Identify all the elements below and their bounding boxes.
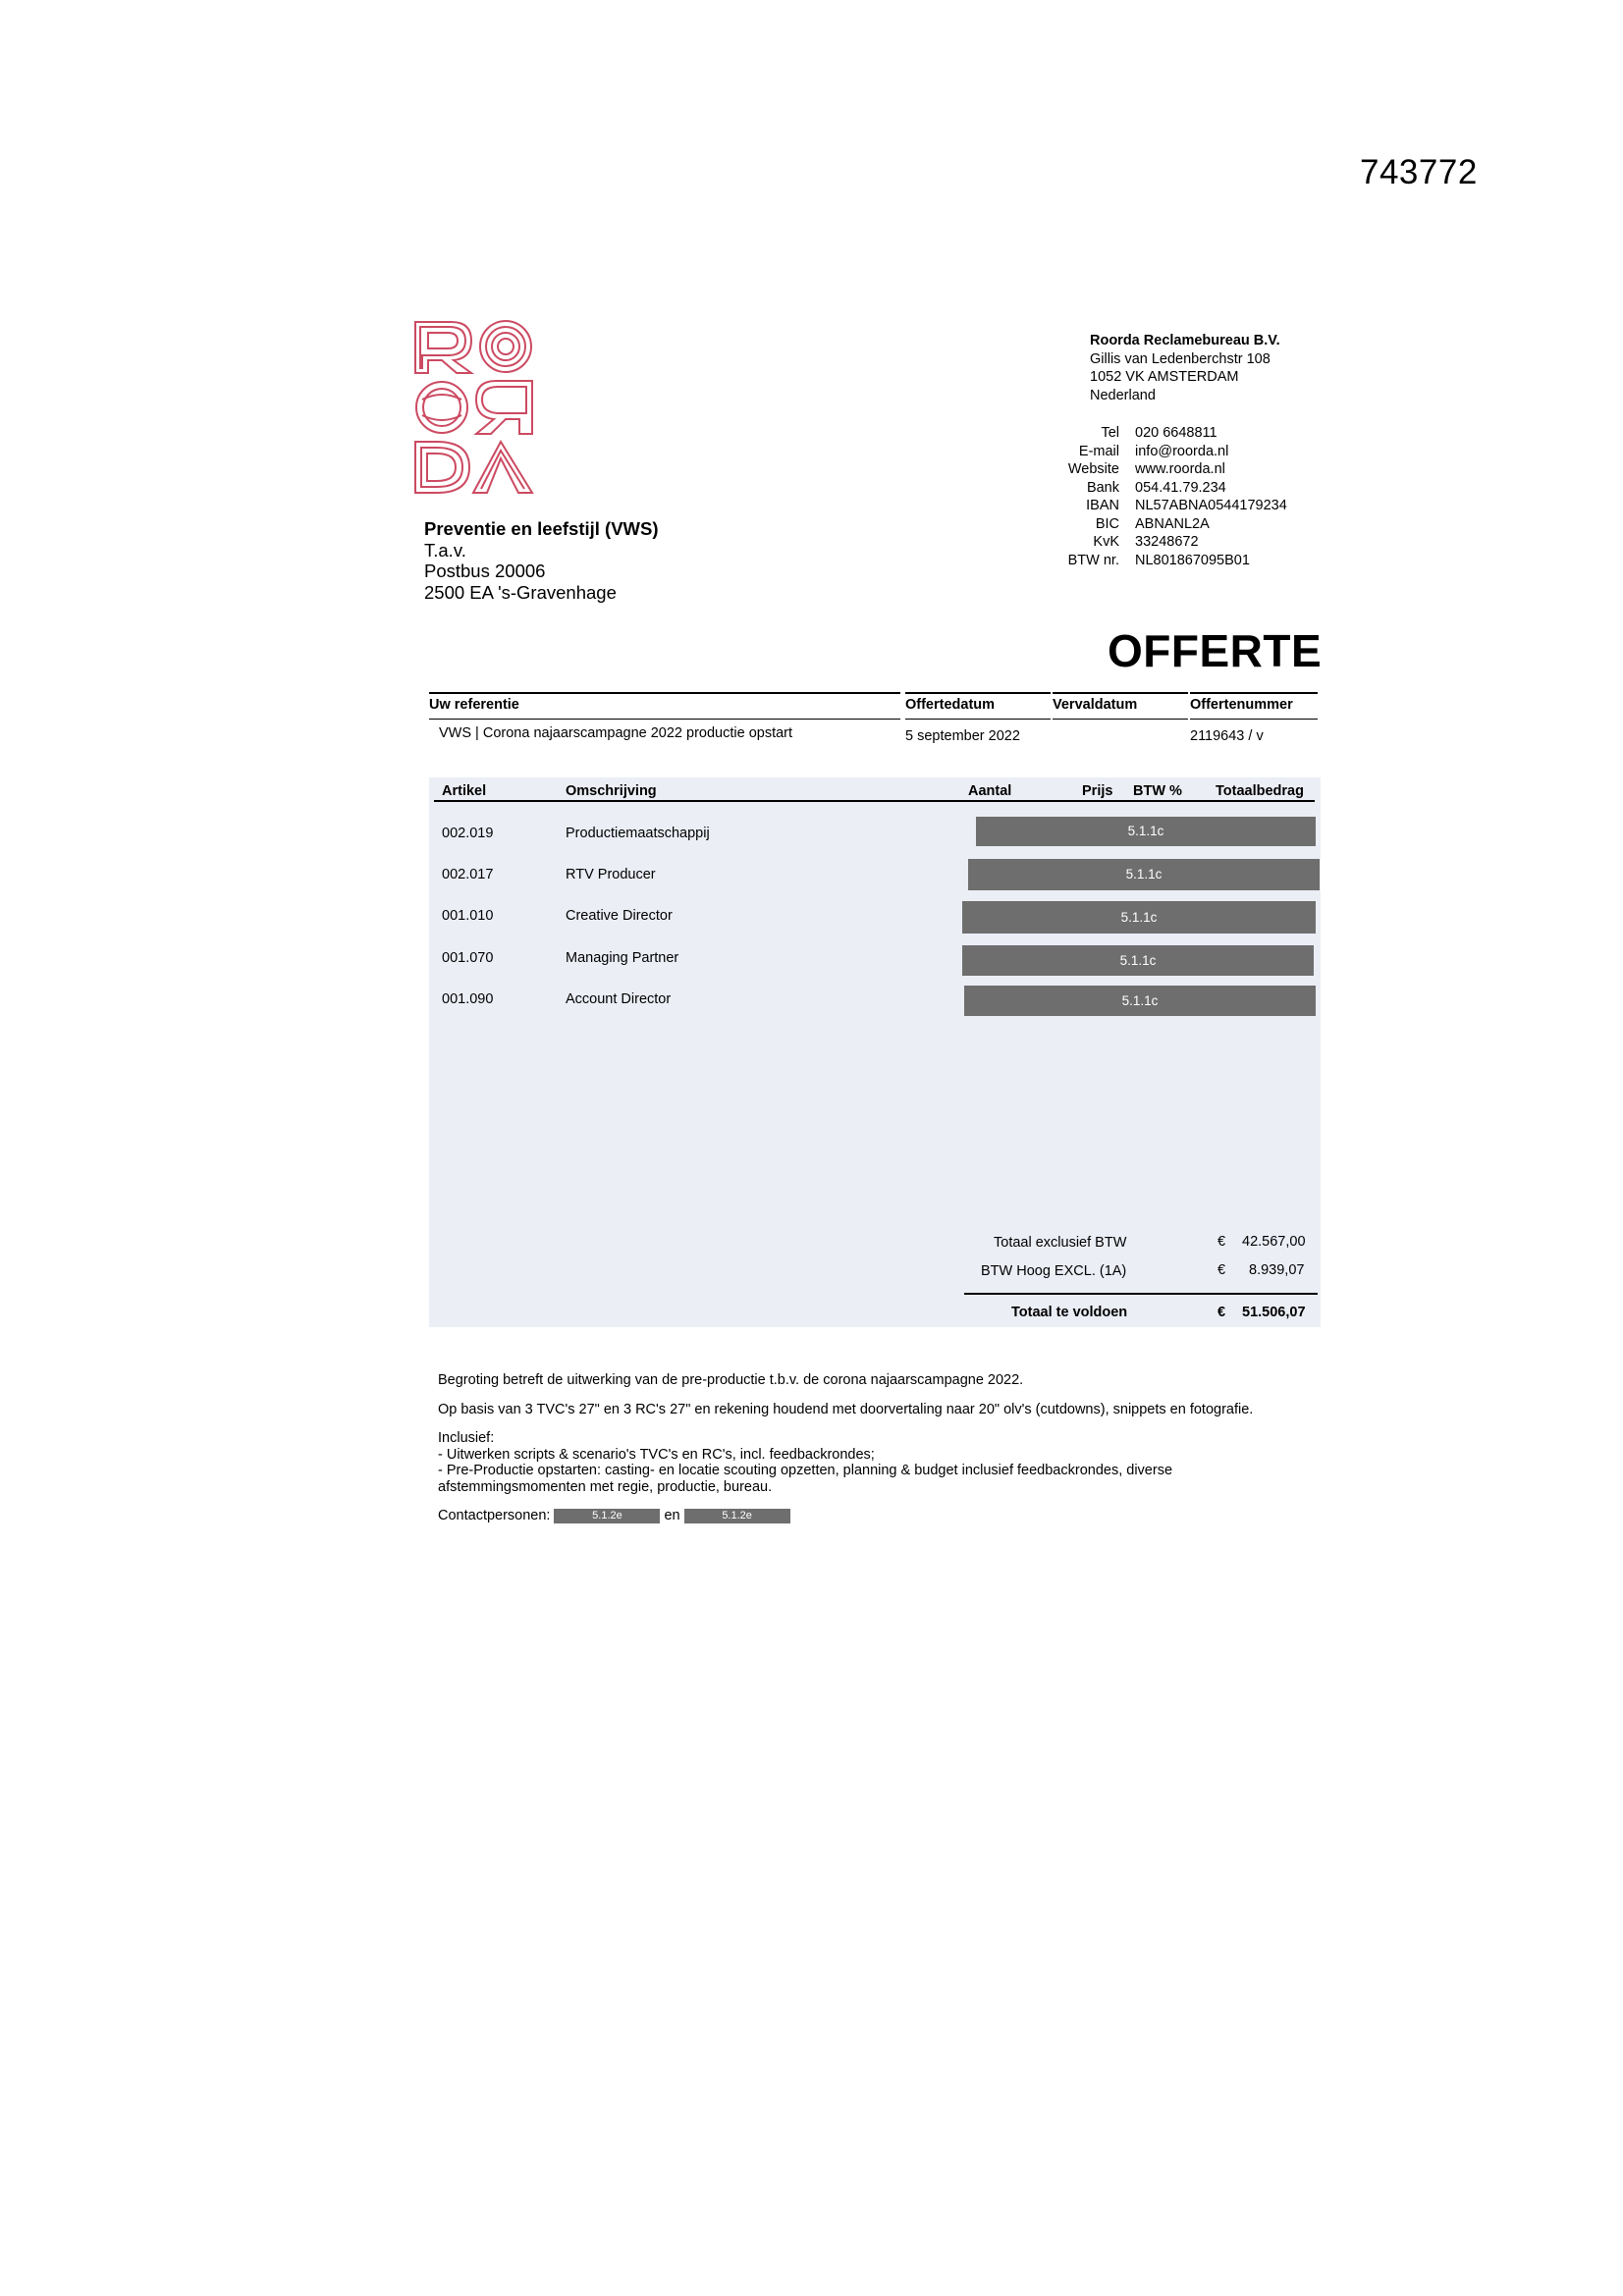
redaction-box: 5.1.1c bbox=[976, 817, 1316, 846]
ref-header-due: Vervaldatum bbox=[1053, 692, 1188, 719]
items-header-price: Prijs bbox=[1082, 783, 1113, 799]
contact-label: IBAN bbox=[1086, 498, 1119, 513]
contact-value: 054.41.79.234 bbox=[1135, 479, 1226, 496]
company-city: 1052 VK AMSTERDAM bbox=[1090, 369, 1239, 385]
contact-row bbox=[1031, 515, 1287, 534]
contact-value: NL57ABNA0544179234 bbox=[1135, 498, 1287, 513]
item-description: Managing Partner bbox=[566, 950, 679, 966]
company-country: Nederland bbox=[1090, 387, 1156, 403]
document-number: 743772 bbox=[1360, 153, 1478, 191]
redaction-box: 5.1.2e bbox=[554, 1509, 660, 1523]
items-header-vat: BTW % bbox=[1133, 783, 1182, 799]
totals-vat-value: 8.939,07 bbox=[1249, 1262, 1305, 1278]
totals-vat-currency: € bbox=[1217, 1262, 1226, 1278]
redaction-box: 5.1.1c bbox=[968, 859, 1320, 890]
totals-grand-value: 51.506,07 bbox=[1242, 1305, 1306, 1320]
inclusief-title: Inclusief: bbox=[438, 1430, 495, 1446]
contact-row bbox=[1031, 479, 1287, 498]
contact-persons bbox=[438, 1508, 1253, 1524]
items-header-qty: Aantal bbox=[968, 783, 1012, 799]
item-article: 001.070 bbox=[442, 950, 494, 966]
item-article: 002.019 bbox=[442, 826, 494, 841]
contact-label: Bank bbox=[1086, 479, 1119, 496]
notes bbox=[438, 1372, 1253, 1524]
items-header-total: Totaalbedrag bbox=[1216, 783, 1304, 799]
items-header-rule bbox=[434, 800, 1315, 802]
recipient-address bbox=[424, 518, 659, 603]
recipient-name: Preventie en leefstijl (VWS) bbox=[424, 518, 659, 539]
contact-persons-and: en bbox=[664, 1508, 680, 1523]
redaction-box: 5.1.1c bbox=[964, 986, 1316, 1016]
contact-label: KvK bbox=[1093, 534, 1119, 550]
company-address bbox=[1090, 332, 1280, 404]
item-article: 001.010 bbox=[442, 908, 494, 924]
company-street: Gillis van Ledenberchstr 108 bbox=[1090, 350, 1271, 367]
item-article: 001.090 bbox=[442, 991, 494, 1007]
contact-value: ABNANL2A bbox=[1135, 515, 1210, 532]
ref-value-number: 2119643 / v bbox=[1190, 719, 1318, 744]
item-description: Productiemaatschappij bbox=[566, 826, 710, 841]
totals-excl-currency: € bbox=[1217, 1234, 1226, 1250]
recipient-address-line: 2500 EA 's-Gravenhage bbox=[424, 581, 617, 603]
item-description: Creative Director bbox=[566, 908, 673, 924]
ref-value-date: 5 september 2022 bbox=[905, 719, 1051, 744]
contact-value: www.roorda.nl bbox=[1135, 461, 1225, 477]
items-header-article: Artikel bbox=[442, 783, 487, 799]
contact-value: NL801867095B01 bbox=[1135, 552, 1250, 568]
notes-inclusief bbox=[438, 1430, 1253, 1495]
contact-row bbox=[1031, 497, 1287, 515]
totals-grand-currency: € bbox=[1217, 1305, 1226, 1320]
items-header-description: Omschrijving bbox=[566, 783, 657, 799]
contact-row bbox=[1031, 552, 1287, 570]
inclusief-item: - Pre-Productie opstarten: casting- en locatie scouting opzetten, planning & budget inclusief feedbackrondes, diverse bbox=[438, 1463, 1173, 1478]
roorda-logo bbox=[412, 319, 535, 496]
contact-label: BIC bbox=[1095, 515, 1119, 532]
contact-value: 020 6648811 bbox=[1135, 425, 1217, 441]
document-title: OFFERTE bbox=[1108, 625, 1323, 676]
item-description: Account Director bbox=[566, 991, 672, 1007]
contact-persons-label: Contactpersonen: bbox=[438, 1508, 551, 1523]
recipient-attn: T.a.v. bbox=[424, 539, 466, 561]
contact-row bbox=[1031, 443, 1287, 461]
contact-value: info@roorda.nl bbox=[1135, 443, 1229, 459]
redaction-box: 5.1.1c bbox=[962, 945, 1314, 976]
totals-vat-label: BTW Hoog EXCL. (1A) bbox=[981, 1263, 1127, 1279]
contact-label: Tel bbox=[1101, 425, 1119, 441]
contact-label: BTW nr. bbox=[1067, 552, 1119, 568]
notes-paragraph: Op basis van 3 TVC's 27" en 3 RC's 27" en rekening houdend met doorvertaling naar 20" olv's (cutdowns), snippets en fotografie. bbox=[438, 1401, 1254, 1417]
totals-grand-label: Totaal te voldoen bbox=[1011, 1305, 1128, 1320]
notes-paragraph: Begroting betreft de uitwerking van de pre-productie t.b.v. de corona najaarscampagne 2022. bbox=[438, 1372, 1024, 1388]
contact-row bbox=[1031, 424, 1287, 443]
totals-excl-label: Totaal exclusief BTW bbox=[994, 1235, 1127, 1251]
inclusief-item-continued: afstemmingsmomenten met regie, productie, bureau. bbox=[438, 1478, 773, 1495]
recipient-address-line: Postbus 20006 bbox=[424, 561, 546, 581]
totals-rule bbox=[964, 1293, 1318, 1295]
redaction-box: 5.1.2e bbox=[684, 1509, 790, 1523]
company-contact-details bbox=[1031, 424, 1287, 569]
ref-value-reference: VWS | Corona najaarscampagne 2022 productie opstart bbox=[429, 719, 900, 741]
totals-excl-value: 42.567,00 bbox=[1242, 1234, 1306, 1250]
item-article: 002.017 bbox=[442, 867, 494, 882]
contact-label: E-mail bbox=[1078, 443, 1119, 459]
ref-header-reference: Uw referentie bbox=[429, 692, 900, 719]
company-name: Roorda Reclamebureau B.V. bbox=[1090, 333, 1280, 348]
redaction-box: 5.1.1c bbox=[962, 901, 1316, 934]
contact-row bbox=[1031, 460, 1287, 479]
ref-header-date: Offertedatum bbox=[905, 692, 1051, 719]
contact-row bbox=[1031, 533, 1287, 552]
item-description: RTV Producer bbox=[566, 867, 656, 882]
ref-header-number: Offertenummer bbox=[1190, 692, 1318, 719]
inclusief-item: - Uitwerken scripts & scenario's TVC's en RC's, incl. feedbackrondes; bbox=[438, 1446, 875, 1463]
contact-label: Website bbox=[1067, 461, 1119, 477]
contact-value: 33248672 bbox=[1135, 534, 1199, 550]
ref-value-due bbox=[1053, 719, 1188, 725]
